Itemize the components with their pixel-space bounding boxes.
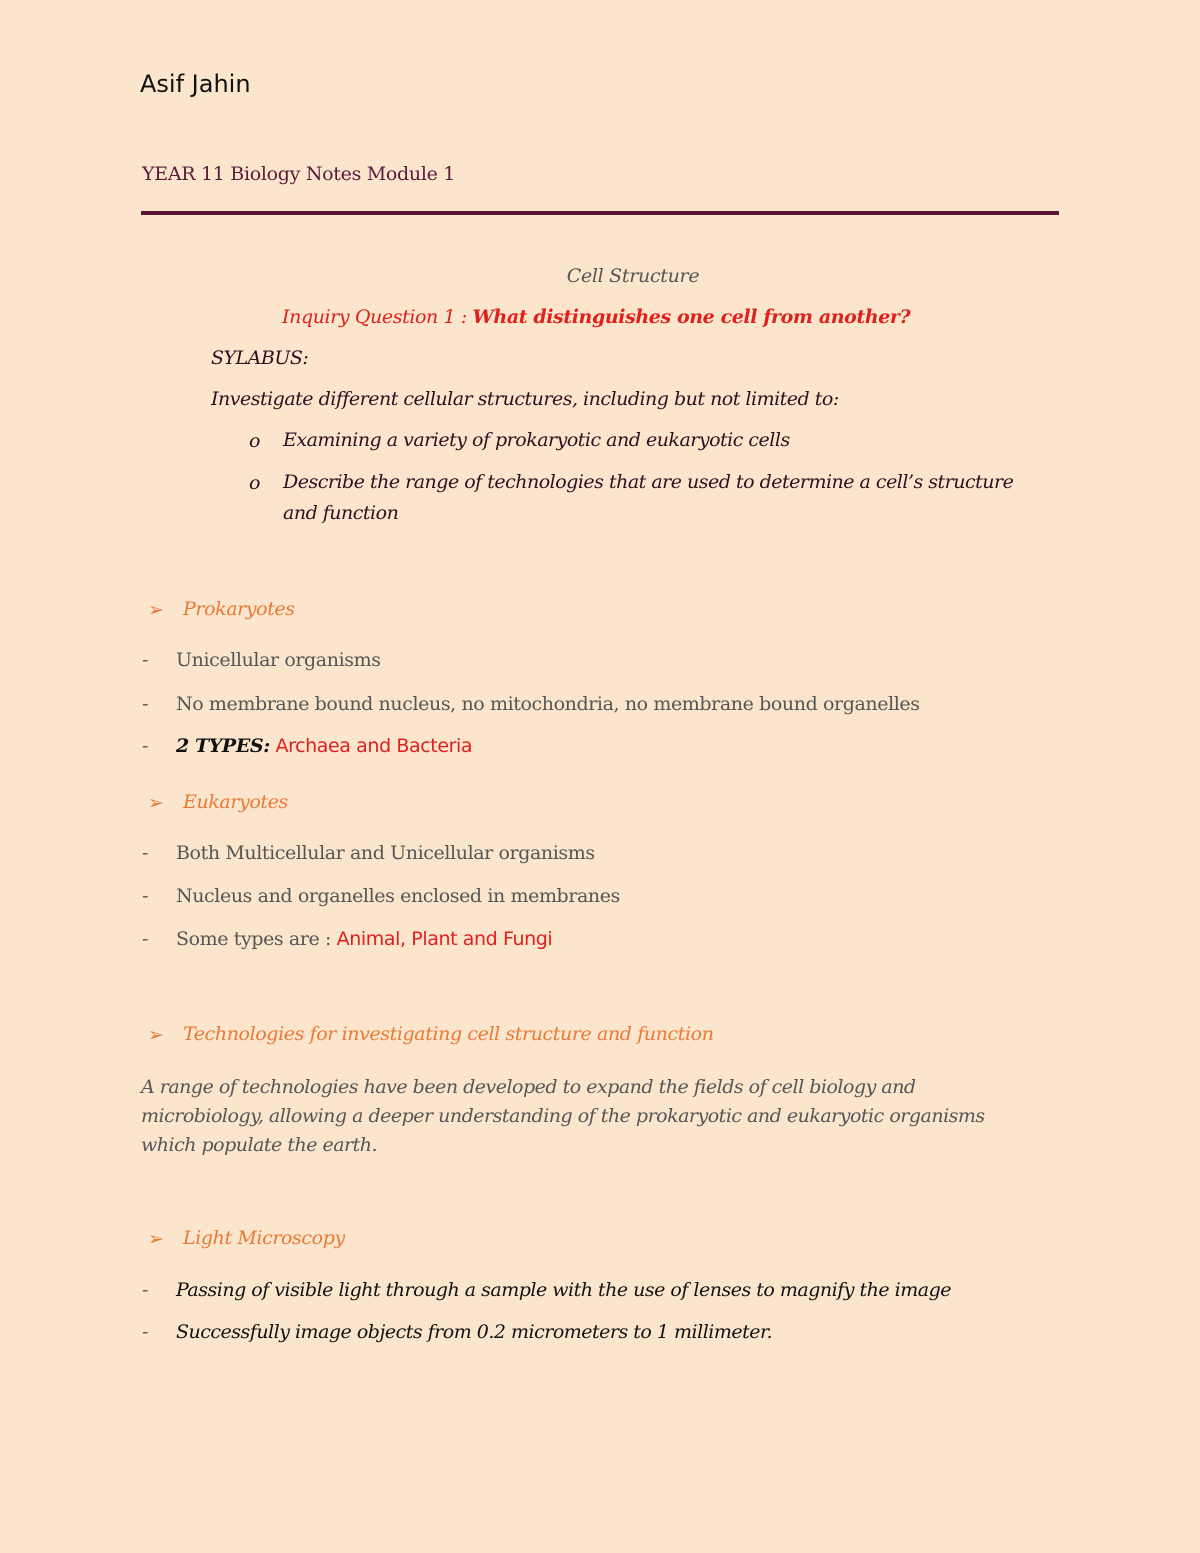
arrow-bullet-icon: ➢ [148,1228,164,1250]
dash-bullet: - [142,1279,149,1301]
syllabus-item: Examining a variety of prokaryotic and eukaryotic cells [283,429,790,451]
light-microscopy-item: Passing of visible light through a sample with the use of lenses to magnify the image [176,1279,951,1301]
syllabus-intro: Investigate different cellular structures, including but not limited to: [211,388,839,410]
light-microscopy-heading: Light Microscopy [183,1227,345,1249]
dash-bullet: - [142,842,149,864]
dash-bullet: - [142,1321,149,1343]
bullet-marker: o [249,430,261,452]
syllabus-item-continued: and function [283,502,399,524]
arrow-bullet-icon: ➢ [148,792,164,814]
eukaryotes-item: Nucleus and organelles enclosed in membranes [176,885,620,907]
prokaryotes-item: No membrane bound nucleus, no mitochondria, no membrane bound organelles [176,693,920,715]
bullet-marker: o [249,472,261,494]
eukaryotes-heading: Eukaryotes [183,791,288,813]
dash-bullet: - [142,693,149,715]
document-title: YEAR 11 Biology Notes Module 1 [142,163,456,185]
eukaryotes-types [176,928,552,950]
technologies-paragraph: A range of technologies have been developed to expand the fields of cell biology and microbiology, allowing a deeper understanding of the prokaryotic and eukaryotic organisms which populate the earth. [141,1076,985,1156]
section-title: Cell Structure [566,265,700,287]
prokaryotes-item: Unicellular organisms [176,649,381,671]
types-value: Animal, Plant and Fungi [336,928,553,950]
eukaryotes-item: Both Multicellular and Unicellular organisms [176,842,595,864]
dash-bullet: - [142,735,149,757]
prokaryotes-types [176,735,472,757]
inquiry-prefix: Inquiry Question 1 : [282,306,473,328]
types-label: 2 TYPES: [176,735,270,757]
author-name: Asif Jahin [140,70,251,98]
arrow-bullet-icon: ➢ [148,599,164,621]
types-value: Archaea and Bacteria [275,735,473,757]
arrow-bullet-icon: ➢ [148,1024,164,1046]
types-label: Some types are : [176,928,337,950]
inquiry-question [282,306,910,328]
dash-bullet: - [142,649,149,671]
header-rule [141,211,1059,215]
inquiry-text: What distinguishes one cell from another? [472,306,911,328]
dash-bullet: - [142,928,149,950]
light-microscopy-item: Successfully image objects from 0.2 micrometers to 1 millimeter. [176,1321,773,1343]
syllabus-label: SYLABUS: [211,347,309,369]
syllabus-item: Describe the range of technologies that are used to determine a cell’s structure [283,471,1014,493]
technologies-heading: Technologies for investigating cell structure and function [183,1023,714,1045]
dash-bullet: - [142,885,149,907]
prokaryotes-heading: Prokaryotes [183,598,295,620]
